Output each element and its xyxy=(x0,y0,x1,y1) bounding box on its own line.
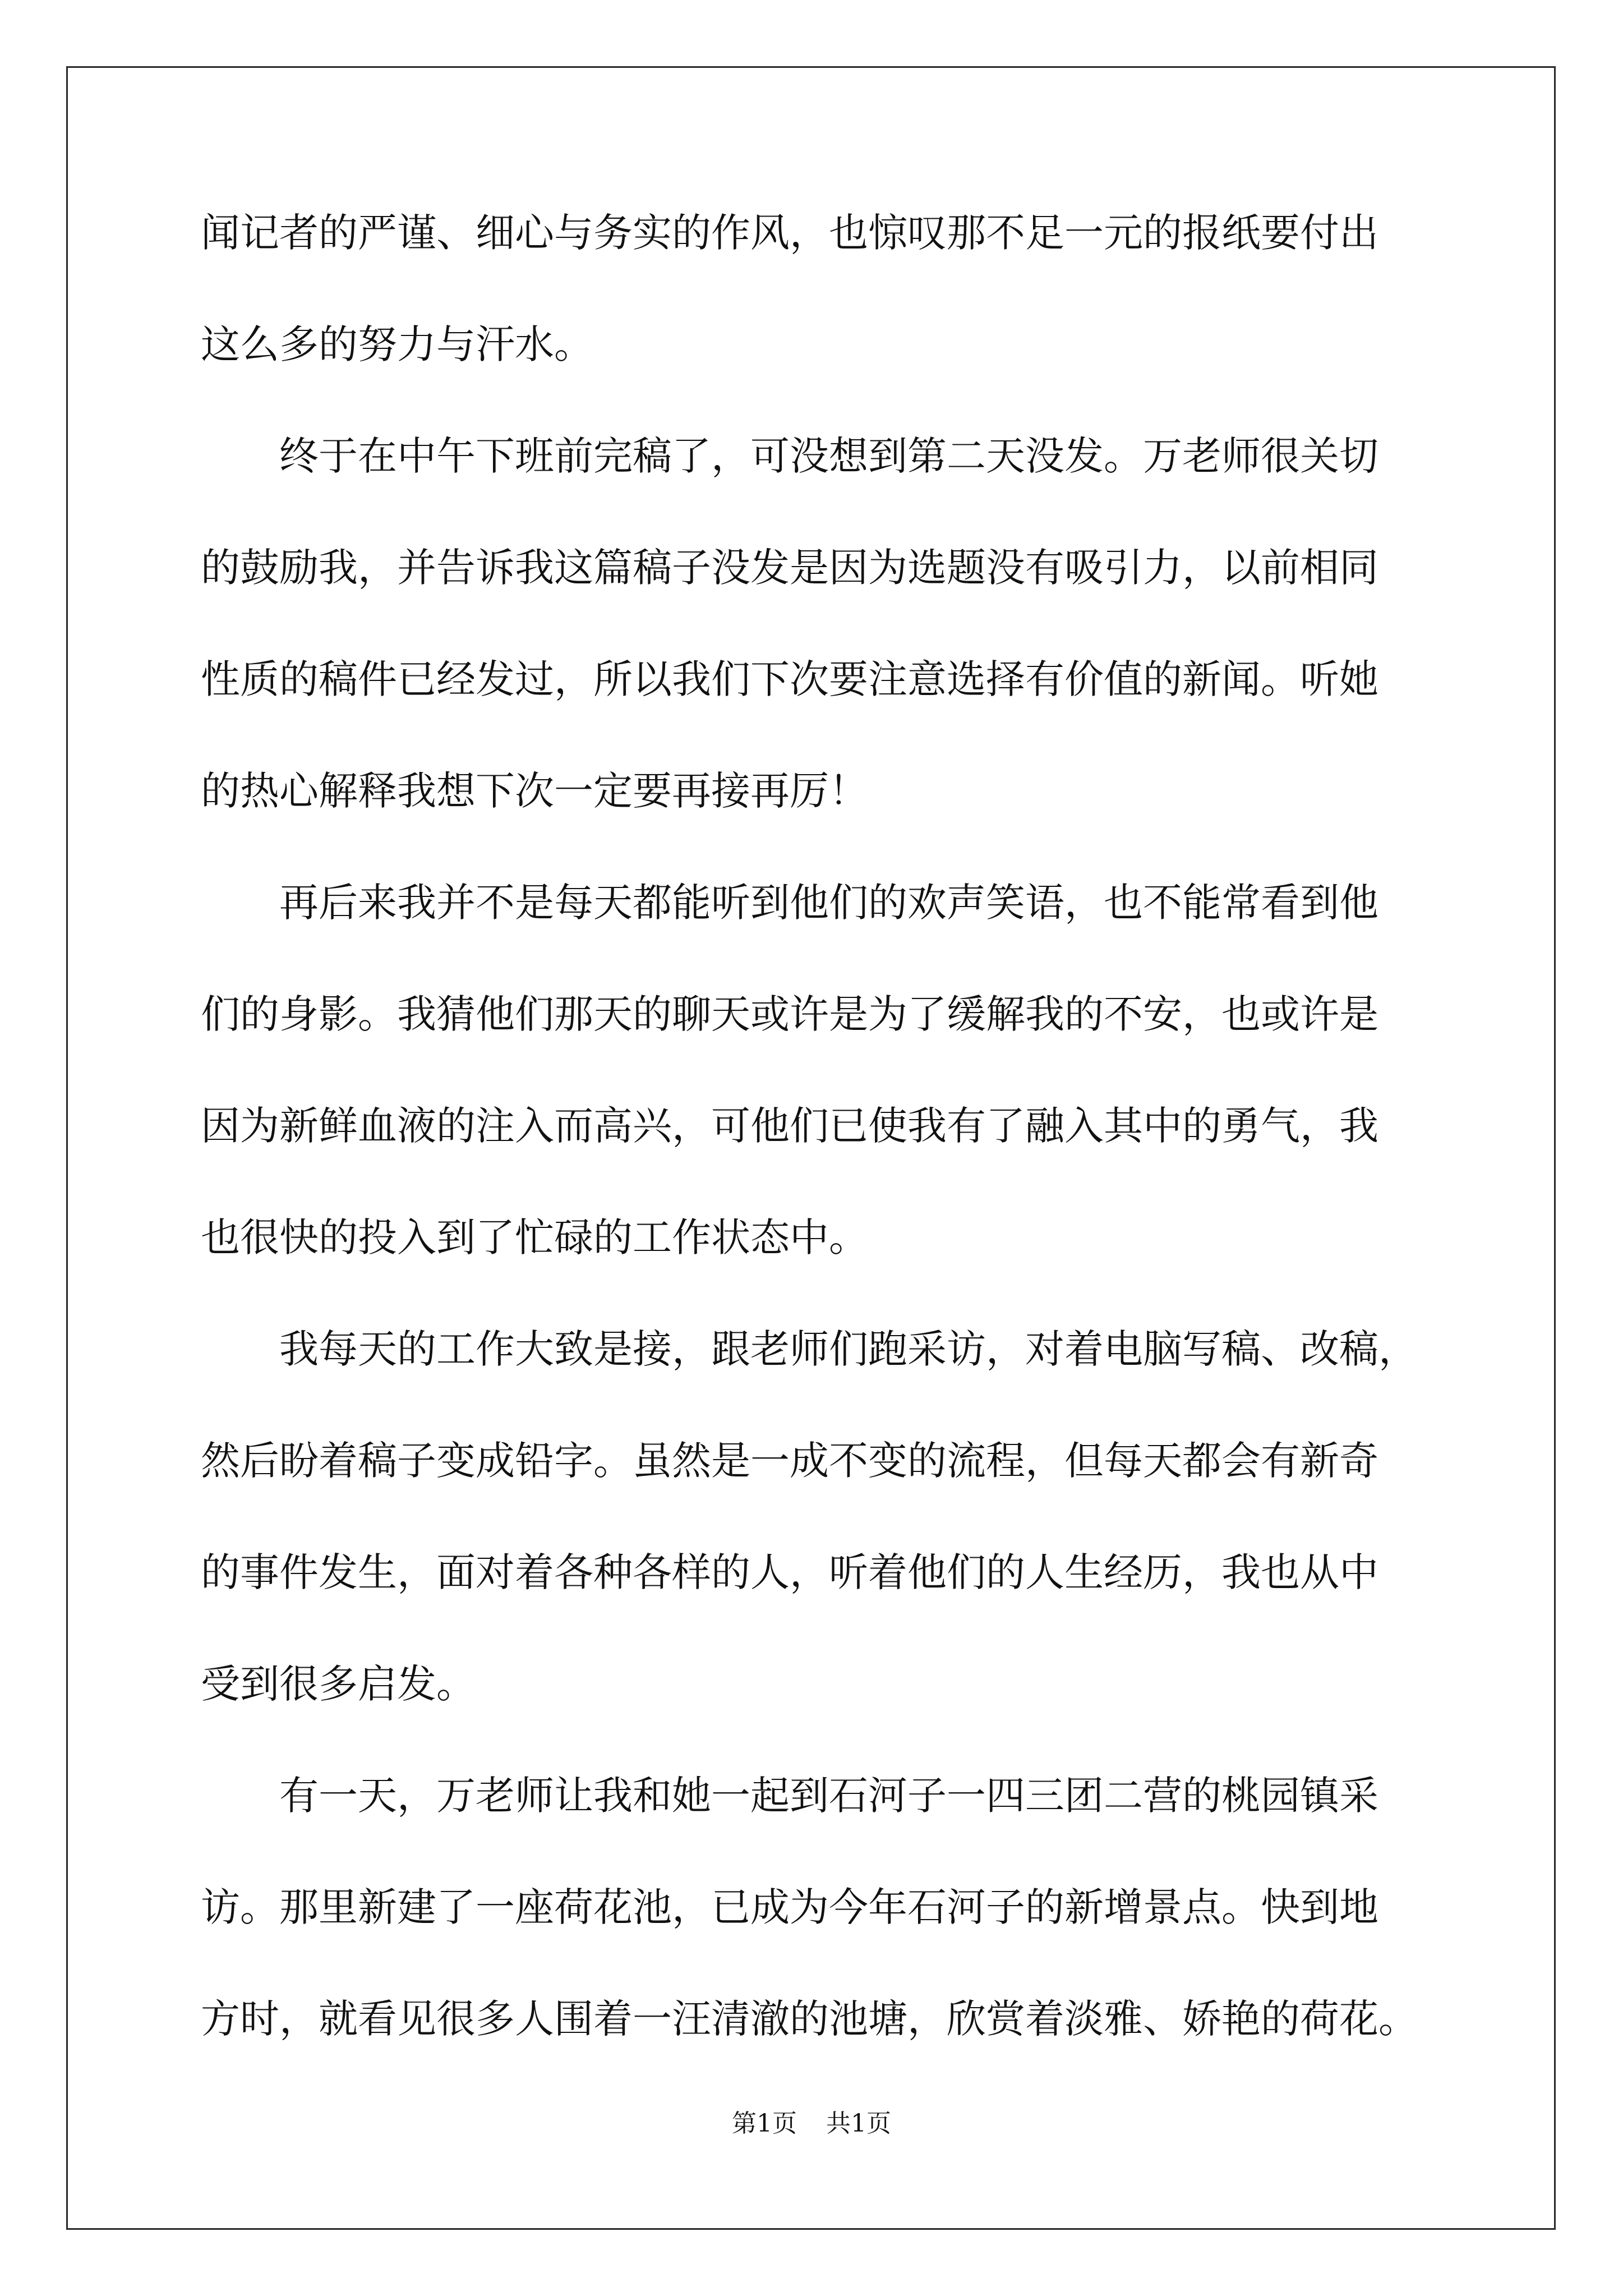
text-line: 性质的稿件已经发过，所以我们下次要注意选择有价值的新闻。听她 xyxy=(201,656,1378,702)
text-line: 有一天，万老师让我和她一起到石河子一四三团二营的桃园镇采 xyxy=(201,1773,1378,1819)
document-body xyxy=(201,210,1430,2042)
text-line: 的热心解释我想下次一定要再接再厉！ xyxy=(201,768,868,814)
text-line: 这么多的努力与汗水。 xyxy=(201,321,593,367)
text-line: 访。那里新建了一座荷花池，已成为今年石河子的新增景点。快到地 xyxy=(201,1884,1378,1930)
text-line: 闻记者的严谨、细心与务实的作风，也惊叹那不足一元的报纸要付出 xyxy=(201,210,1378,256)
text-line: 然后盼着稿子变成铅字。虽然是一成不变的流程，但每天都会有新奇 xyxy=(201,1438,1378,1484)
text-line: 的事件发生，面对着各种各样的人，听着他们的人生经历，我也从中 xyxy=(201,1549,1378,1595)
page-number-total: 共1页 xyxy=(826,2109,891,2138)
text-line: 方时，就看见很多人围着一汪清澈的池塘，欣赏着淡雅、娇艳的荷花。 xyxy=(201,1996,1418,2042)
text-line: 因为新鲜血液的注入而高兴，可他们已使我有了融入其中的勇气，我 xyxy=(201,1103,1378,1149)
page-number-current: 第1页 xyxy=(732,2109,797,2138)
text-line: 们的身影。我猜他们那天的聊天或许是为了缓解我的不安，也或许是 xyxy=(201,991,1378,1037)
text-line: 也很快的投入到了忙碌的工作状态中。 xyxy=(201,1214,868,1260)
text-line: 的鼓励我，并告诉我这篇稿子没发是因为选题没有吸引力，以前相同 xyxy=(201,545,1378,591)
text-line: 终于在中午下班前完稿了，可没想到第二天没发。万老师很关切 xyxy=(201,433,1378,479)
text-line: 再后来我并不是每天都能听到他们的欢声笑语，也不能常看到他 xyxy=(201,880,1378,926)
text-line: 受到很多启发。 xyxy=(201,1661,476,1707)
text-line: 我每天的工作大致是接，跟老师们跑采访，对着电脑写稿、改稿， xyxy=(201,1326,1418,1372)
page-footer xyxy=(0,2108,1623,2139)
